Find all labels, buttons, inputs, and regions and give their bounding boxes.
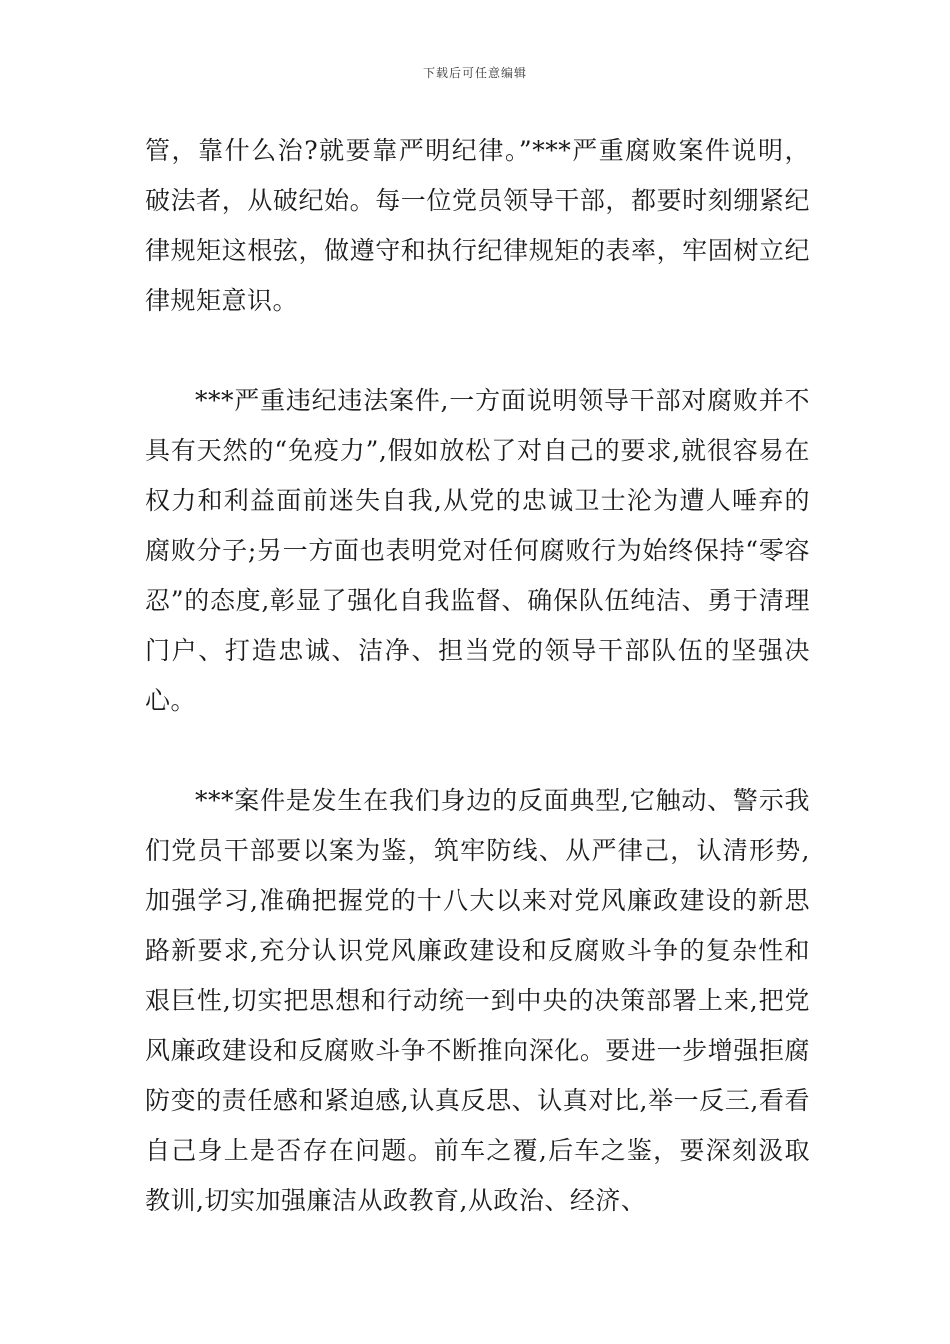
paragraph-3: ***案件是发生在我们身边的反面典型,它触动、警示我们党员干部要以案为鉴，筑牢防线、从严律己，认清形势,加强学习,准确把握党的十八大以来对党风廉政建设的新思路新要求,充分认识党风廉政建设和反腐败斗争的复杂性和艰巨性,切实把思想和行动统一到中央的决策部署上来,把党风廉政建设和反腐败斗争不断推向深化。要进一步增强拒腐防变的责任感和紧迫感,认真反思、认真对比,举一反三,看看自己身上是否存在问题。前车之覆,后车之鉴，要深刻汲取教训,切实加强廉洁从政教育,从政治、经济、 [145,786,810,1215]
paragraph-2: ***严重违纪违法案件,一方面说明领导干部对腐败并不具有天然的“免疫力”,假如放松了对自己的要求,就很容易在权力和利益面前迷失自我,从党的忠诚卫士沦为遭人唾弃的腐败分子;另一方面也表明党对任何腐败行为始终保持“零容忍”的态度,彰显了强化自我监督、确保队伍纯洁、勇于清理门户、打造忠诚、洁净、担当党的领导干部队伍的坚强决心。 [145,386,810,715]
page-header: 下载后可任意编辑 [422,66,527,80]
paragraph-1: 管，靠什么治?就要靠严明纪律。”***严重腐败案件说明，破法者，从破纪始。每一位党员领导干部，都要时刻绷紧纪律规矩这根弦，做遵守和执行纪律规矩的表率，牢固树立纪律规矩意识。 [145,136,810,315]
document-body [145,126,810,1276]
